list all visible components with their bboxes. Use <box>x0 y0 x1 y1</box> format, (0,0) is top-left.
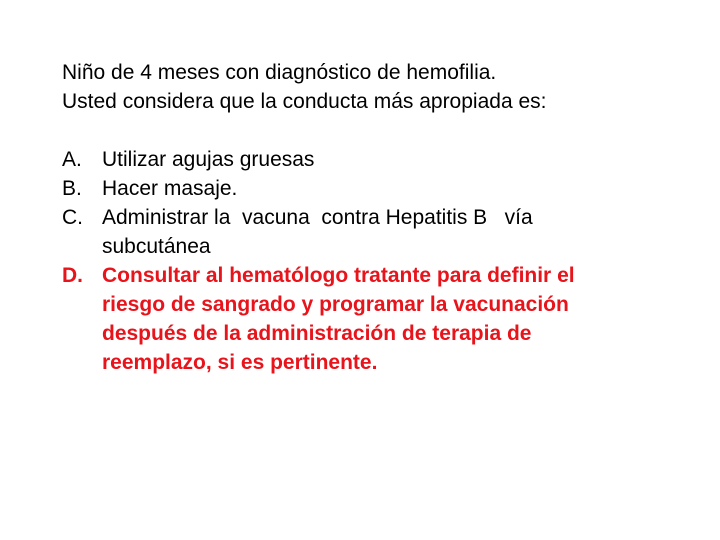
option-letter: A. <box>62 148 82 171</box>
option-text <box>102 145 702 174</box>
option-line: reemplazo, si es pertinente. <box>102 351 378 374</box>
option-line: subcutánea <box>102 235 211 258</box>
option-line: riesgo de sangrado y programar la vacunación <box>102 293 569 316</box>
option-text <box>102 203 702 261</box>
option-b <box>62 174 702 203</box>
option-text <box>102 174 702 203</box>
option-letter: D. <box>62 264 83 287</box>
answer-options <box>62 145 702 377</box>
option-line: Administrar la vacuna contra Hepatitis B vía <box>102 206 533 229</box>
option-d-correct-answer <box>62 261 702 377</box>
slide-content <box>62 58 702 377</box>
option-line: Hacer masaje. <box>102 177 238 200</box>
question-text <box>62 58 702 116</box>
option-line: Utilizar agujas gruesas <box>102 148 315 171</box>
option-line: Consultar al hematólogo tratante para definir el <box>102 264 575 287</box>
option-text <box>102 261 702 377</box>
option-letter: B. <box>62 177 82 200</box>
option-line: después de la administración de terapia de <box>102 322 532 345</box>
option-letter: C. <box>62 206 83 229</box>
question-line: Niño de 4 meses con diagnóstico de hemofilia. <box>62 61 497 84</box>
option-c <box>62 203 702 261</box>
question-line: Usted considera que la conducta más apropiada es: <box>62 90 547 113</box>
option-a <box>62 145 702 174</box>
